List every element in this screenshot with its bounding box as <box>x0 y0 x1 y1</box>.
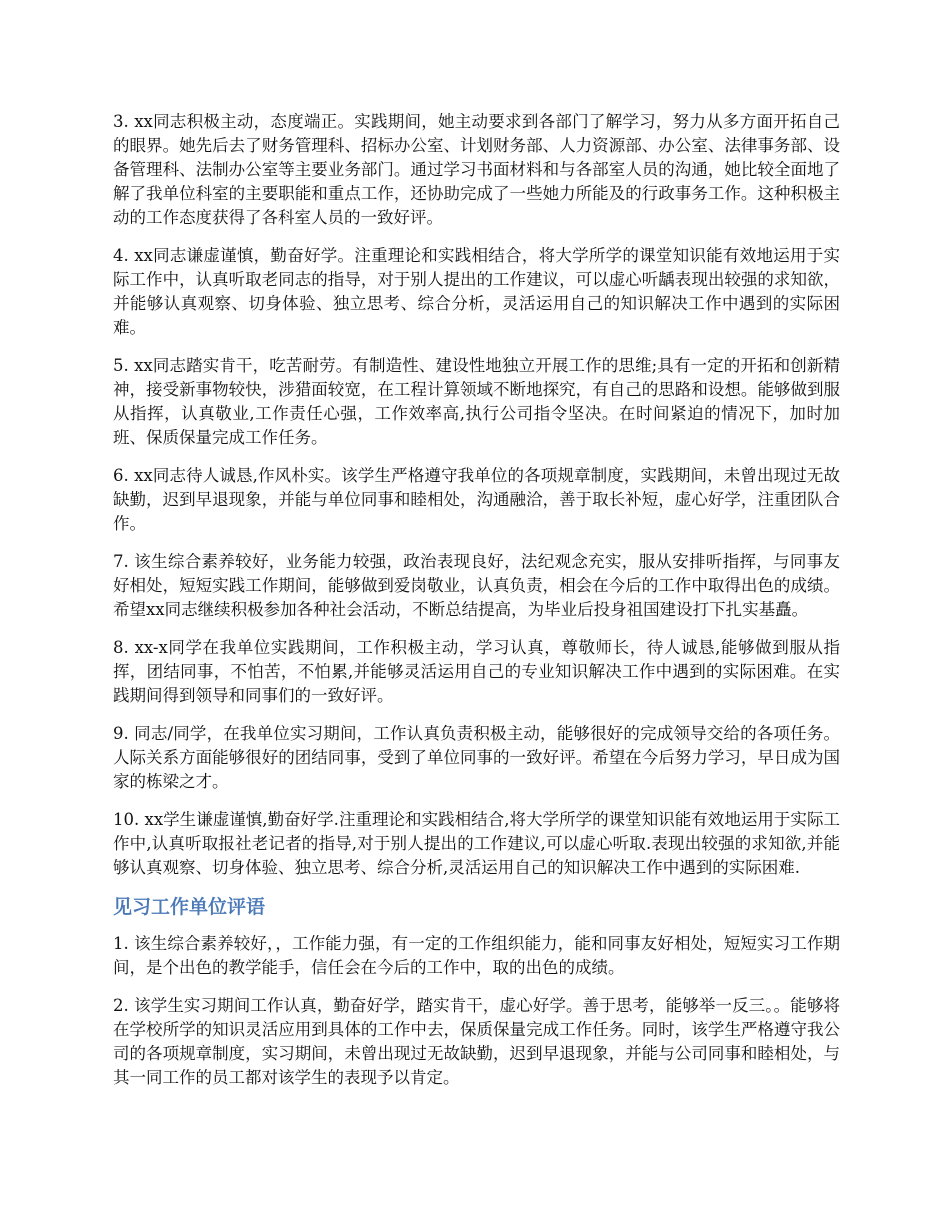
section-heading: 见习工作单位评语 <box>113 896 266 918</box>
evaluation-paragraph-5: 5. xx同志踏实肯干，吃苦耐劳。有制造性、建设性地独立开展工作的思维;具有一定的开拓和创新精神，接受新事物较快，涉猎面较宽，在工程计算领域不断地探究，有自己的思路和设想。能够做到服从指挥，认真敬业,工作责任心强，工作效率高,执行公司指令坚决。在时间紧迫的情况下，加时加班、保质保量完成工作任务。 <box>113 356 840 447</box>
document-body <box>113 110 840 1104</box>
internship-evaluation-paragraph-2: 2. 该学生实习期间工作认真，勤奋好学，踏实肯干，虚心好学。善于思考，能够举一反三。。能够将在学校所学的知识灵活应用到具体的工作中去，保质保量完成工作任务。同时，该学生严格遵守我公司的各项规章制度，实习期间，未曾出现过无故缺勤，迟到早退现象，并能与公司同事和睦相处，与其一同工作的员工都对该学生的表现予以肯定。 <box>113 996 840 1087</box>
evaluation-paragraph-4: 4. xx同志谦虚谨慎，勤奋好学。注重理论和实践相结合，将大学所学的课堂知识能有效地运用于实际工作中，认真听取老同志的指导，对于别人提出的工作建议，可以虚心听龋表现出较强的求知欲，并能够认真观察、切身体验、独立思考、综合分析，灵活运用自己的知识解决工作中遇到的实际困难。 <box>113 246 840 337</box>
internship-evaluation-paragraph-1: 1. 该生综合素养较好，，工作能力强，有一定的工作组织能力，能和同事友好相处，短短实习工作期间，是个出色的教学能手，信任会在今后的工作中，取的出色的成绩。 <box>113 934 840 977</box>
evaluation-paragraph-7: 7. 该生综合素养较好，业务能力较强，政治表现良好，法纪观念充实，服从安排听指挥，与同事友好相处，短短实践工作期间，能够做到爱岗敬业，认真负责，相会在今后的工作中取得出色的成绩。希望xx同志继续积极参加各种社会活动，不断总结提高，为毕业后投身祖国建设打下扎实基矗。 <box>113 552 840 619</box>
evaluation-paragraph-9: 9. 同志/同学，在我单位实习期间，工作认真负责积极主动，能够很好的完成领导交给的各项任务。人际关系方面能够很好的团结同事，受到了单位同事的一致好评。希望在今后努力学习，早日成为国家的栋梁之才。 <box>113 724 840 791</box>
evaluation-paragraph-6: 6. xx同志待人诚恳,作风朴实。该学生严格遵守我单位的各项规章制度，实践期间，未曾出现过无故缺勤，迟到早退现象，并能与单位同事和睦相处，沟通融洽，善于取长补短，虚心好学，注重团队合作。 <box>113 466 840 533</box>
evaluation-paragraph-3: 3. xx同志积极主动，态度端正。实践期间，她主动要求到各部门了解学习，努力从多方面开拓自己的眼界。她先后去了财务管理科、招标办公室、计划财务部、人力资源部、办公室、法律事务部、设备管理科、法制办公室等主要业务部门。通过学习书面材料和与各部室人员的沟通，她比较全面地了解了我单位科室的主要职能和重点工作，还协助完成了一些她力所能及的行政事务工作。这种积极主动的工作态度获得了各科室人员的一致好评。 <box>113 112 840 227</box>
evaluation-paragraph-8: 8. xx-x同学在我单位实践期间，工作积极主动，学习认真，尊敬师长，待人诚恳,能够做到服从指挥，团结同事，不怕苦，不怕累,并能够灵活运用自己的专业知识解决工作中遇到的实际困难。在实践期间得到领导和同事们的一致好评。 <box>113 638 840 705</box>
evaluation-paragraph-10: 10. xx学生谦虚谨慎,勤奋好学.注重理论和实践相结合,将大学所学的课堂知识能有效地运用于实际工作中,认真听取报社老记者的指导,对于别人提出的工作建议,可以虚心听取.表现出较强的求知欲,并能够认真观察、切身体验、独立思考、综合分析,灵活运用自己的知识解决工作中遇到的实际困难. <box>113 810 840 877</box>
